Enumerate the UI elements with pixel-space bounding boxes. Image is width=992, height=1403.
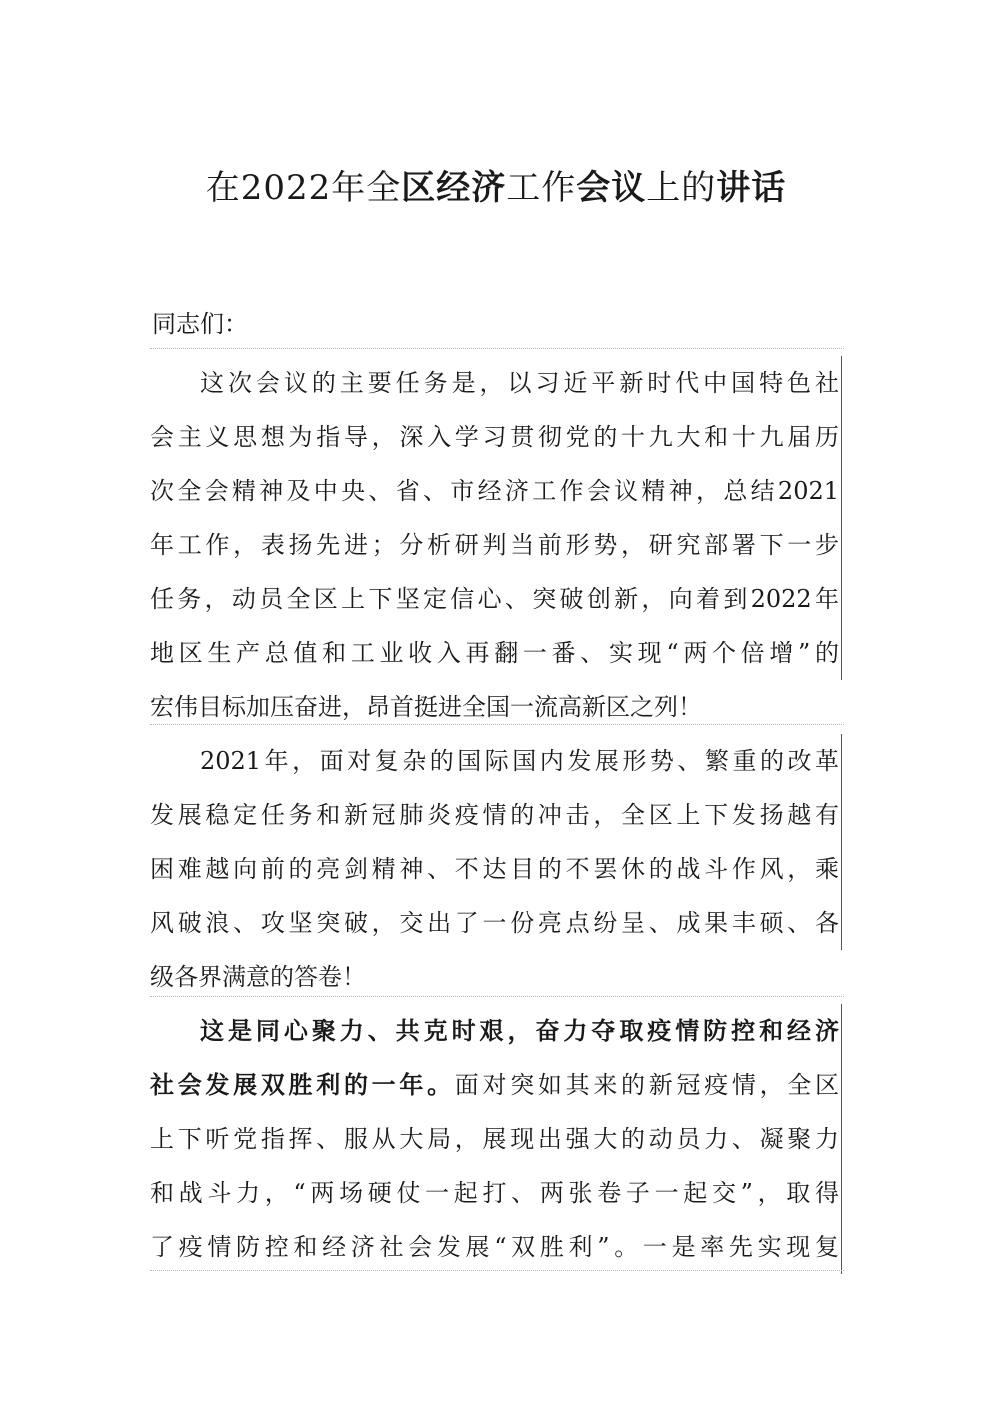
title-segment: 上的 (646, 168, 717, 208)
text-run: 了疫情防控和经济社会发展“双胜利”。一是率先实现复 (150, 1233, 839, 1261)
salutation: 同志们： (152, 310, 248, 338)
text-run: 这是同心聚力、共克时艰，奋力夺取疫情防控和经济 (200, 1016, 839, 1045)
paragraph-line (150, 410, 842, 464)
document-title (0, 164, 992, 212)
paragraph-line (150, 734, 842, 788)
title-segment: 讲话 (716, 168, 787, 208)
text-run: 上下听党指挥、服从大局，展现出强大的动员力、凝聚力 (150, 1125, 839, 1153)
text-run: 年工作，表扬先进；分析研判当前形势，研究部署下一步 (150, 531, 839, 559)
divider (150, 1270, 844, 1271)
title-segment: 工作 (506, 168, 577, 208)
text-run: 会主义思想为指导，深入学习贯彻党的十九大和十九届历 (150, 423, 839, 451)
text-run: 宏伟目标加压奋进，昂首挺进全国一流高新区之列！ (150, 693, 702, 721)
title-segment: 区经济 (401, 168, 507, 208)
paragraph-line (150, 788, 842, 842)
paragraph-line (150, 518, 842, 572)
text-run: 发展稳定任务和新冠肺炎疫情的冲击，全区上下发扬越有 (150, 801, 839, 829)
text-run: 面对突如其来的新冠疫情，全区 (454, 1071, 840, 1099)
text-run: 风破浪、攻坚突破，交出了一份亮点纷呈、成果丰硕、各 (150, 909, 839, 937)
paragraph-line (150, 1166, 842, 1220)
paragraph-line (150, 1004, 842, 1058)
title-segment: 会议 (576, 168, 647, 208)
paragraph-line (150, 1220, 842, 1274)
text-run: 这次会议的主要任务是，以习近平新时代中国特色社 (200, 369, 839, 397)
paragraph-line (150, 1112, 842, 1166)
paragraph-line (150, 572, 842, 626)
divider (150, 724, 844, 725)
paragraph-line (150, 626, 842, 680)
paragraph-line (150, 464, 842, 518)
title-segment: 在2022年全 (205, 168, 402, 208)
paragraph-line (150, 896, 842, 950)
text-run: 和战斗力，“两场硬仗一起打、两张卷子一起交”，取得 (150, 1179, 839, 1207)
text-run: 困难越向前的亮剑精神、不达目的不罢休的战斗作风，乘 (150, 855, 839, 883)
text-run: 任务，动员全区上下坚定信心、突破创新，向着到2022年 (150, 585, 839, 613)
paragraph-line (150, 680, 842, 734)
text-run: 社会发展双胜利的一年。 (150, 1070, 455, 1099)
paragraph-3 (150, 1004, 842, 1274)
text-run: 2021年，面对复杂的国际国内发展形势、繁重的改革 (200, 747, 839, 775)
text-run: 次全会精神及中央、省、市经济工作会议精神，总结2021 (150, 477, 839, 505)
text-run: 地区生产总值和工业收入再翻一番、实现“两个倍增”的 (150, 639, 839, 667)
paragraph-line (150, 842, 842, 896)
paragraph-1 (150, 356, 842, 734)
divider (150, 348, 844, 349)
paragraph-line (150, 356, 842, 410)
divider (150, 996, 844, 997)
paragraph-line (150, 1058, 842, 1112)
text-run: 级各界满意的答卷！ (150, 963, 366, 991)
paragraph-2 (150, 734, 842, 1004)
